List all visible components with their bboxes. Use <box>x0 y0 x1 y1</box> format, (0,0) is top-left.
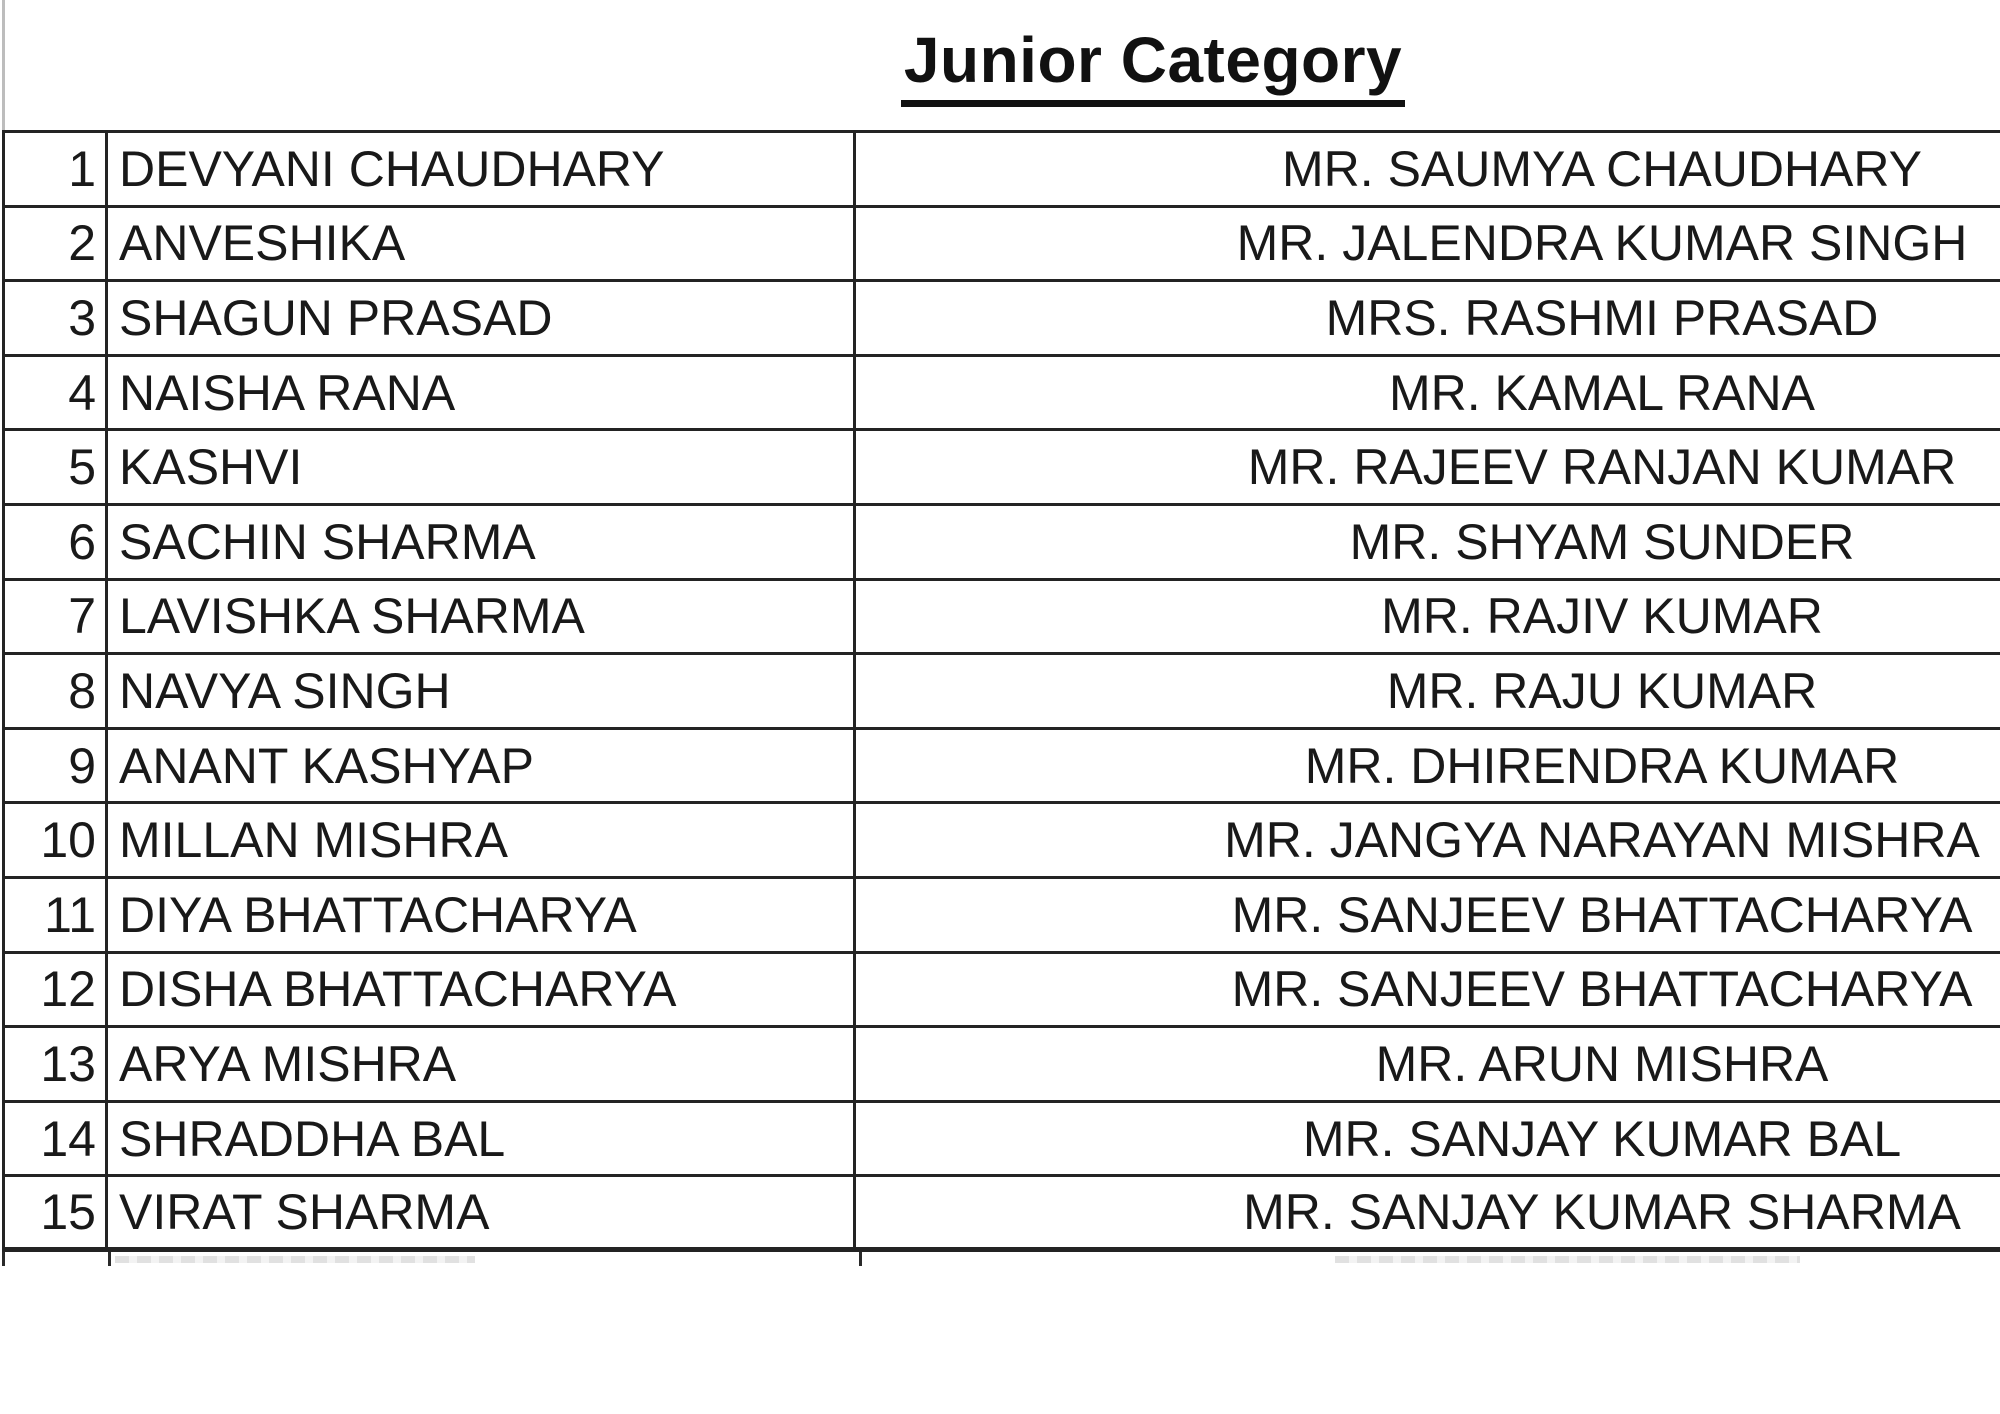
student-name-cell[interactable]: SHRADDHA BAL <box>108 1103 856 1175</box>
parent-name-cell[interactable]: MR. SANJAY KUMAR SHARMA <box>1243 1184 1961 1241</box>
student-name-cell[interactable]: LAVISHKA SHARMA <box>108 581 856 653</box>
table-row <box>5 133 2000 208</box>
row-number-cell[interactable]: 7 <box>5 581 108 653</box>
parent-name-cell[interactable]: MR. SANJEEV BHATTACHARYA <box>1231 886 1973 943</box>
row-number-cell[interactable]: 15 <box>5 1177 108 1247</box>
cropped-row-remnant-name <box>115 1256 475 1263</box>
student-name-cell[interactable]: SACHIN SHARMA <box>108 506 856 578</box>
parent-name-cell[interactable]: MR. SHYAM SUNDER <box>1349 513 1855 570</box>
row-number-cell[interactable]: 10 <box>5 804 108 876</box>
parent-name-cell[interactable]: MRS. RASHMI PRASAD <box>1325 289 1879 346</box>
row-number-cell[interactable]: 1 <box>5 133 108 205</box>
student-name-cell[interactable]: DIYA BHATTACHARYA <box>108 879 856 951</box>
gridline-stub-left <box>2 1252 5 1266</box>
row-number-cell[interactable]: 3 <box>5 282 108 354</box>
table-row <box>5 879 2000 954</box>
page-title[interactable]: Junior Category <box>901 23 1405 107</box>
row-number-cell[interactable]: 9 <box>5 730 108 802</box>
table-row <box>5 282 2000 357</box>
row-number-cell[interactable]: 6 <box>5 506 108 578</box>
gridline-stub-number-divider <box>108 1252 111 1266</box>
parent-name-cell[interactable]: MR. SAUMYA CHAUDHARY <box>1282 140 1922 197</box>
row-number-cell[interactable]: 8 <box>5 655 108 727</box>
row-number-cell[interactable]: 13 <box>5 1028 108 1100</box>
title-band <box>0 0 2000 130</box>
row-number-cell[interactable]: 11 <box>5 879 108 951</box>
table-row <box>5 581 2000 656</box>
student-name-cell[interactable]: MILLAN MISHRA <box>108 804 856 876</box>
parent-name-cell[interactable]: MR. RAJU KUMAR <box>1386 662 1818 719</box>
table-row <box>5 954 2000 1029</box>
table-row <box>5 506 2000 581</box>
student-name-cell[interactable]: SHAGUN PRASAD <box>108 282 856 354</box>
student-name-cell[interactable]: ANVESHIKA <box>108 208 856 280</box>
row-number-cell[interactable]: 14 <box>5 1103 108 1175</box>
table-row <box>5 730 2000 805</box>
student-name-cell[interactable]: NAISHA RANA <box>108 357 856 429</box>
parent-name-cell[interactable]: MR. JALENDRA KUMAR SINGH <box>1236 215 1968 272</box>
table-row <box>5 357 2000 432</box>
table-row <box>5 1028 2000 1103</box>
parent-name-cell[interactable]: MR. DHIRENDRA KUMAR <box>1304 737 1900 794</box>
parent-name-cell[interactable]: MR. RAJIV KUMAR <box>1381 588 1823 645</box>
student-name-cell[interactable]: DISHA BHATTACHARYA <box>108 954 856 1026</box>
parent-name-cell[interactable]: MR. JANGYA NARAYAN MISHRA <box>1224 812 1980 869</box>
table-row <box>5 208 2000 283</box>
student-name-cell[interactable]: VIRAT SHARMA <box>108 1177 856 1247</box>
table-row <box>5 431 2000 506</box>
row-number-cell[interactable]: 5 <box>5 431 108 503</box>
parent-name-cell[interactable]: MR. SANJAY KUMAR BAL <box>1302 1110 1902 1167</box>
table-row <box>5 1177 2000 1252</box>
title-left-gridline <box>2 0 5 130</box>
student-name-cell[interactable]: ANANT KASHYAP <box>108 730 856 802</box>
row-number-cell[interactable]: 2 <box>5 208 108 280</box>
row-number-cell[interactable]: 4 <box>5 357 108 429</box>
row-number-cell[interactable]: 12 <box>5 954 108 1026</box>
parent-name-cell[interactable]: MR. RAJEEV RANJAN KUMAR <box>1247 439 1957 496</box>
table-row <box>5 655 2000 730</box>
cropped-row-remnant-parent <box>1335 1256 1800 1263</box>
student-name-cell[interactable]: ARYA MISHRA <box>108 1028 856 1100</box>
parent-name-cell[interactable]: MR. SANJEEV BHATTACHARYA <box>1231 961 1973 1018</box>
student-name-cell[interactable]: KASHVI <box>108 431 856 503</box>
student-name-cell[interactable]: NAVYA SINGH <box>108 655 856 727</box>
parent-name-cell[interactable]: MR. KAMAL RANA <box>1388 364 1815 421</box>
table-row <box>5 1103 2000 1178</box>
student-name-cell[interactable]: DEVYANI CHAUDHARY <box>108 133 856 205</box>
roster-table <box>2 130 2000 1252</box>
parent-name-cell[interactable]: MR. ARUN MISHRA <box>1375 1035 1829 1092</box>
gridline-stub-name-divider <box>859 1252 862 1266</box>
table-row <box>5 804 2000 879</box>
